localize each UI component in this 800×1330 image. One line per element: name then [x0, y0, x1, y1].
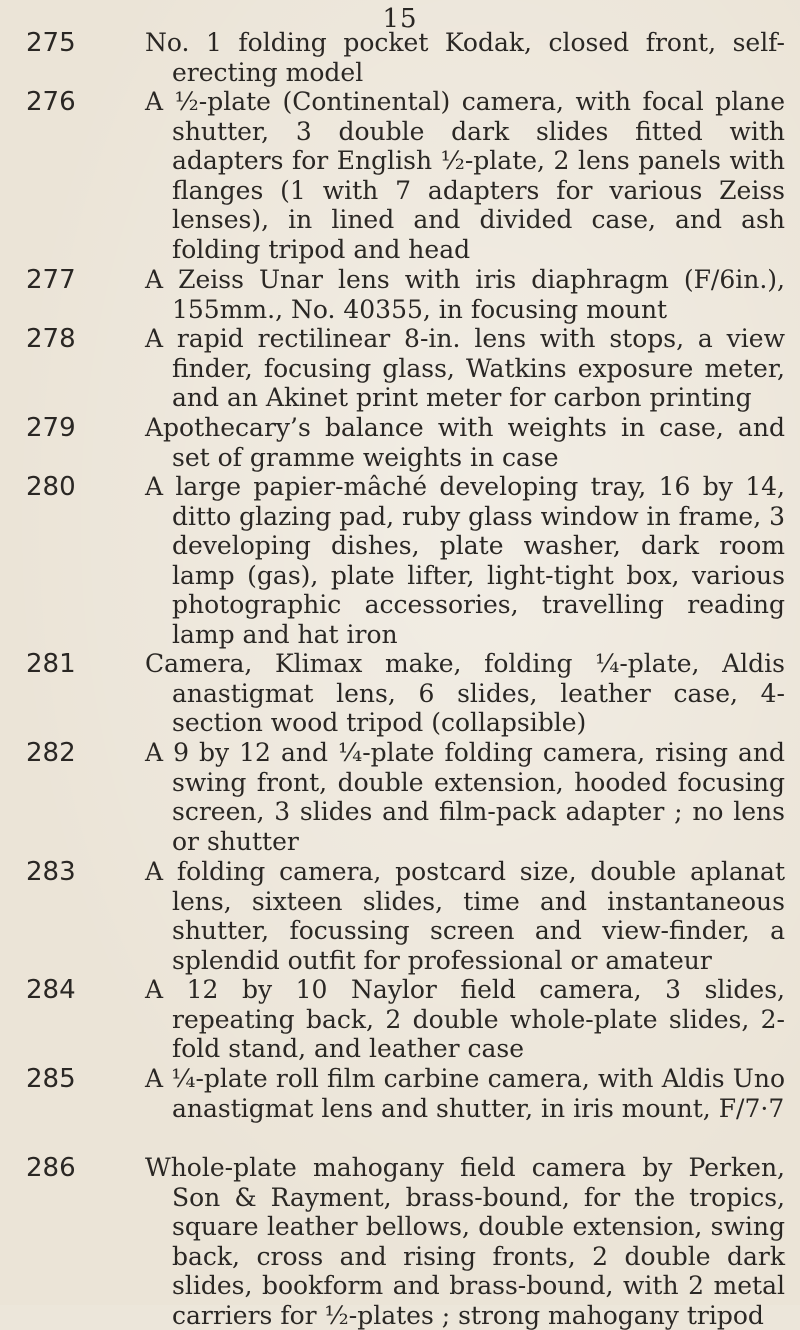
- lot-description: A ¼-plate roll film carbine camera, with Aldis Uno anastigmat lens and shutter, in iris mount, F/7·7: [145, 1064, 785, 1123]
- lot-number: 282: [26, 738, 76, 768]
- lot-number: 278: [26, 324, 76, 354]
- lot-number: 275: [26, 28, 76, 58]
- lot-number: 277: [26, 265, 76, 295]
- lot-description: A 9 by 12 and ¼-plate folding camera, rising and swing front, double extension, hooded focusing screen, 3 slides and film-pack adapter ; no lens or shutter: [145, 738, 785, 856]
- lot-description: A Zeiss Unar lens with iris diaphragm (F/6in.), 155mm., No. 40355, in focusing mount: [145, 265, 785, 324]
- lot-number: 284: [26, 975, 76, 1005]
- lot-number: 279: [26, 413, 76, 443]
- lot-number: 283: [26, 857, 76, 887]
- lot-number: 276: [26, 87, 76, 117]
- lot-number: 285: [26, 1064, 76, 1094]
- lot-description: Camera, Klimax make, folding ¼-plate, Aldis anastigmat lens, 6 slides, leather case, 4-section wood tripod (collapsible): [145, 649, 785, 737]
- lot-description: No. 1 folding pocket Kodak, closed front, self-erecting model: [145, 28, 785, 87]
- lot-description: A folding camera, postcard size, double aplanat lens, sixteen slides, time and instantaneous shutter, focussing screen and view-finder, a splendid outfit for professional or amateur: [145, 857, 785, 975]
- lot-number: 286: [26, 1153, 76, 1183]
- lot-description: A ½-plate (Continental) camera, with focal plane shutter, 3 double dark slides fitted with adapters for English ½-plate, 2 lens panels with flanges (1 with 7 adapters for various Zeiss lenses), in lined and divided case, and ash folding tripod and head: [145, 87, 785, 264]
- lot-description: Apothecary’s balance with weights in case, and set of gramme weights in case: [145, 413, 785, 472]
- lot-number: 280: [26, 472, 76, 502]
- lot-description: A large papier-mâché developing tray, 16 by 14, ditto glazing pad, ruby glass window in frame, 3 developing dishes, plate washer, dark room lamp (gas), plate lifter, light-tight box, various photographic accessories, travelling reading lamp and hat iron: [145, 472, 786, 649]
- lot-description: A rapid rectilinear 8-in. lens with stops, a view finder, focusing glass, Watkins exposure meter, and an Akinet print meter for carbon printing: [145, 324, 785, 412]
- lot-number: 281: [26, 649, 76, 679]
- page-number: 15: [382, 4, 418, 34]
- lot-description: A 12 by 10 Naylor field camera, 3 slides, repeating back, 2 double whole-plate slides, 2-fold stand, and leather case: [145, 975, 785, 1063]
- lot-description: Whole-plate mahogany field camera by Perken, Son & Rayment, brass-bound, for the tropics, square leather bellows, double extension, swing back, cross and rising fronts, 2 double dark slides, bookform and brass-bound, with 2 metal carriers for ½-plates ; strong mahogany tripod: [145, 1153, 785, 1330]
